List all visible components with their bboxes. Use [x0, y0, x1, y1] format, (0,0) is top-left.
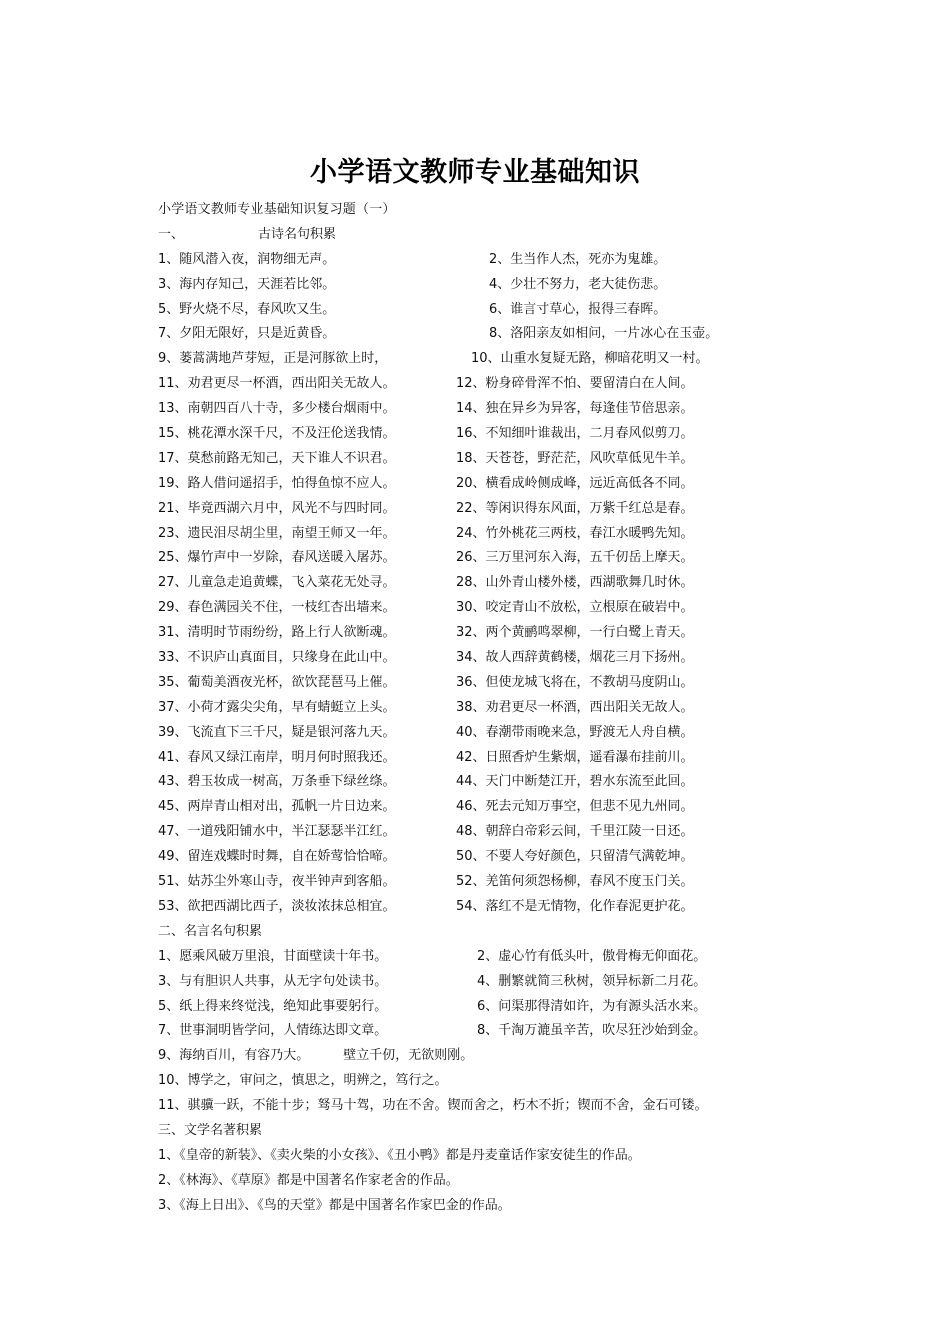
quote-left: 3、与有胆识人共事，从无字句处读书。 — [158, 973, 388, 989]
list-item — [158, 497, 798, 522]
poem-line-left: 51、姑苏尘外寒山寺，夜半钟声到客船。 — [158, 874, 396, 890]
list-item — [158, 746, 798, 771]
poem-line-right: 40、春潮带雨晚来急，野渡无人舟自横。 — [456, 724, 694, 740]
subtitle: 小学语文教师专业基础知识复习题（一） — [158, 202, 396, 217]
poem-line-right: 46、死去元知万事空，但悲不见九州同。 — [456, 799, 694, 815]
poem-line-right: 44、天门中断楚江开，碧水东流至此回。 — [456, 774, 694, 790]
poem-line-left: 49、留连戏蝶时时舞，自在娇莺恰恰啼。 — [158, 849, 396, 865]
list-item — [158, 298, 798, 323]
list-item — [158, 795, 798, 820]
quote-left: 1、愿乘风破万里浪，甘面壁读十年书。 — [158, 948, 388, 964]
quote-left: 5、纸上得来终觉浅，绝知此事要躬行。 — [158, 998, 388, 1014]
poem-line-right: 36、但使龙城飞将在，不教胡马度阴山。 — [456, 674, 694, 690]
poem-line-left: 47、一道残阳铺水中，半江瑟瑟半江红。 — [158, 824, 396, 840]
poem-line-left: 3、海内存知己，天涯若比邻。 — [158, 276, 336, 292]
poem-line-right: 8、洛阳亲友如相问，一片冰心在玉壶。 — [489, 326, 719, 342]
poem-line-right: 14、独在异乡为异客，每逢佳节倍思亲。 — [456, 401, 694, 417]
poem-line-left: 1、随风潜入夜，润物细无声。 — [158, 251, 336, 267]
list-item — [158, 347, 798, 372]
poem-line-left: 5、野火烧不尽，春风吹又生。 — [158, 301, 336, 317]
list-item — [158, 372, 798, 397]
list-item — [158, 845, 798, 870]
poem-line-left: 25、爆竹声中一岁除，春风送暖入屠苏。 — [158, 550, 396, 566]
list-item — [158, 646, 798, 671]
section-2-heading: 二、名言名句积累 — [158, 923, 263, 939]
list-item — [158, 621, 798, 646]
poem-line-left: 13、南朝四百八十寺，多少楼台烟雨中。 — [158, 401, 396, 417]
list-item — [158, 322, 798, 347]
list-item — [158, 945, 798, 970]
list-item — [158, 273, 798, 298]
poem-line-right: 32、两个黄鹂鸣翠柳，一行白鹭上青天。 — [456, 625, 694, 641]
poem-line-right: 12、粉身碎骨浑不怕、要留清白在人间。 — [456, 376, 694, 392]
poem-line-right: 22、等闲识得东风面，万紫千红总是春。 — [456, 500, 694, 516]
list-item — [158, 546, 798, 571]
list-item — [158, 870, 798, 895]
list-item — [158, 895, 798, 920]
quote-right: 6、问渠那得清如许，为有源头活水来。 — [477, 998, 707, 1014]
list-item — [158, 995, 798, 1020]
poem-line-left: 33、不识庐山真面目，只缘身在此山中。 — [158, 650, 396, 666]
poem-line-right: 50、不要人夸好颜色，只留清气满乾坤。 — [456, 849, 694, 865]
poem-line-left: 43、碧玉妆成一树高，万条垂下绿丝绦。 — [158, 774, 396, 790]
poem-line-right: 20、横看成岭侧成峰，远近高低各不同。 — [456, 475, 694, 491]
list-item — [158, 1019, 798, 1044]
poem-line-left: 29、春色满园关不住，一枝红杏出墙来。 — [158, 600, 396, 616]
quote-9b: 壁立千仞，无欲则刚。 — [343, 1048, 474, 1064]
poem-line-left: 53、欲把西湖比西子，淡妆浓抹总相宜。 — [158, 898, 396, 914]
poem-line-left: 41、春风又绿江南岸，明月何时照我还。 — [158, 749, 396, 765]
poem-line-right: 42、日照香炉生紫烟，遥看瀑布挂前川。 — [456, 749, 694, 765]
poem-line-right: 2、生当作人杰，死亦为鬼雄。 — [489, 251, 667, 267]
quote-right: 2、虚心竹有低头叶，傲骨梅无仰面花。 — [477, 948, 707, 964]
quote-list — [158, 945, 798, 1119]
poem-line-right: 28、山外青山楼外楼，西湖歌舞几时休。 — [456, 575, 694, 591]
section-1-heading — [158, 223, 798, 248]
list-item — [158, 820, 798, 845]
list-item: 2、《林海》、《草原》都是中国著名作家老舍的作品。 — [158, 1172, 459, 1188]
document-body — [158, 198, 798, 1219]
poem-line-left: 15、桃花潭水深千尺，不及汪伦送我情。 — [158, 426, 396, 442]
poem-line-right: 52、羌笛何须怨杨柳，春风不度玉门关。 — [456, 874, 694, 890]
poem-line-left: 31、清明时节雨纷纷，路上行人欲断魂。 — [158, 625, 396, 641]
list-item: 3、《海上日出》、《鸟的天堂》都是中国著名作家巴金的作品。 — [158, 1197, 511, 1213]
poem-line-right: 4、少壮不努力，老大徒伤悲。 — [489, 276, 667, 292]
poem-line-left: 11、劝君更尽一杯酒，西出阳关无故人。 — [158, 376, 396, 392]
poem-line-left: 39、飞流直下三千尺，疑是银河落九天。 — [158, 724, 396, 740]
list-item — [158, 522, 798, 547]
poem-line-right: 6、谁言寸草心，报得三春晖。 — [489, 301, 667, 317]
list-item — [158, 671, 798, 696]
poem-line-left: 27、儿童急走追黄蝶，飞入菜花无处寻。 — [158, 575, 396, 591]
poem-line-right: 24、竹外桃花三两枝，春江水暖鸭先知。 — [456, 525, 694, 541]
list-item — [158, 696, 798, 721]
list-item: 11、骐骥一跃，不能十步；驽马十驾，功在不舍。锲而舍之，朽木不折；锲而不舍，金石可镂。 — [158, 1098, 708, 1114]
poem-line-left: 35、葡萄美酒夜光杯，欲饮琵琶马上催。 — [158, 674, 396, 690]
poem-line-right: 26、三万里河东入海，五千仞岳上摩天。 — [456, 550, 694, 566]
poem-line-right: 16、不知细叶谁裁出，二月春风似剪刀。 — [456, 426, 694, 442]
list-item: 1、《皇帝的新装》、《卖火柴的小女孩》、《丑小鸭》都是丹麦童话作家安徒生的作品。 — [158, 1147, 641, 1163]
poem-line-left: 19、路人借问遥招手，怕得鱼惊不应人。 — [158, 475, 396, 491]
poem-line-right: 48、朝辞白帝彩云间，千里江陵一日还。 — [456, 824, 694, 840]
section-1-number: 一、 — [158, 226, 185, 242]
poem-line-left: 45、两岸青山相对出，孤帆一片日边来。 — [158, 799, 396, 815]
quote-right: 8、千淘万漉虽辛苦，吹尽狂沙始到金。 — [477, 1023, 707, 1039]
list-item — [158, 472, 798, 497]
poem-line-right: 10、山重水复疑无路，柳暗花明又一村。 — [471, 351, 709, 367]
list-item — [158, 571, 798, 596]
list-item — [158, 397, 798, 422]
poem-line-left: 23、遗民泪尽胡尘里，南望王师又一年。 — [158, 525, 396, 541]
poem-line-left: 21、毕竟西湖六月中，风光不与四时同。 — [158, 500, 396, 516]
section-3-heading: 三、文学名著积累 — [158, 1122, 263, 1138]
list-item — [158, 970, 798, 995]
poem-line-right: 38、劝君更尽一杯酒，西出阳关无故人。 — [456, 699, 694, 715]
poem-line-left: 17、莫愁前路无知己，天下谁人不识君。 — [158, 450, 396, 466]
list-item — [158, 721, 798, 746]
list-item — [158, 447, 798, 472]
section-1-title: 古诗名句积累 — [258, 226, 337, 242]
poem-line-right: 30、咬定青山不放松，立根原在破岩中。 — [456, 600, 694, 616]
literature-list — [158, 1144, 798, 1219]
poem-line-left: 9、蒌蒿满地芦芽短，正是河豚欲上时， — [158, 351, 388, 367]
page-title: 小学语文教师专业基础知识 — [310, 157, 640, 188]
poem-line-right: 18、天苍苍，野茫茫，风吹草低见牛羊。 — [456, 450, 694, 466]
poem-line-left: 7、夕阳无限好，只是近黄昏。 — [158, 326, 336, 342]
list-item — [158, 248, 798, 273]
list-item — [158, 596, 798, 621]
quote-left: 7、世事洞明皆学问，人情练达即文章。 — [158, 1023, 388, 1039]
quote-9a: 9、海纳百川，有容乃大。 — [158, 1048, 310, 1064]
list-item: 10、博学之，审问之，慎思之，明辨之，笃行之。 — [158, 1073, 448, 1089]
poem-line-right: 54、落红不是无情物，化作春泥更护花。 — [456, 898, 694, 914]
poem-list — [158, 248, 798, 920]
list-item — [158, 770, 798, 795]
poem-line-left: 37、小荷才露尖尖角，早有蜻蜓立上头。 — [158, 699, 396, 715]
list-item — [158, 1044, 798, 1069]
quote-right: 4、删繁就简三秋树，领异标新二月花。 — [477, 973, 707, 989]
poem-line-right: 34、故人西辞黄鹤楼，烟花三月下扬州。 — [456, 650, 694, 666]
list-item — [158, 422, 798, 447]
